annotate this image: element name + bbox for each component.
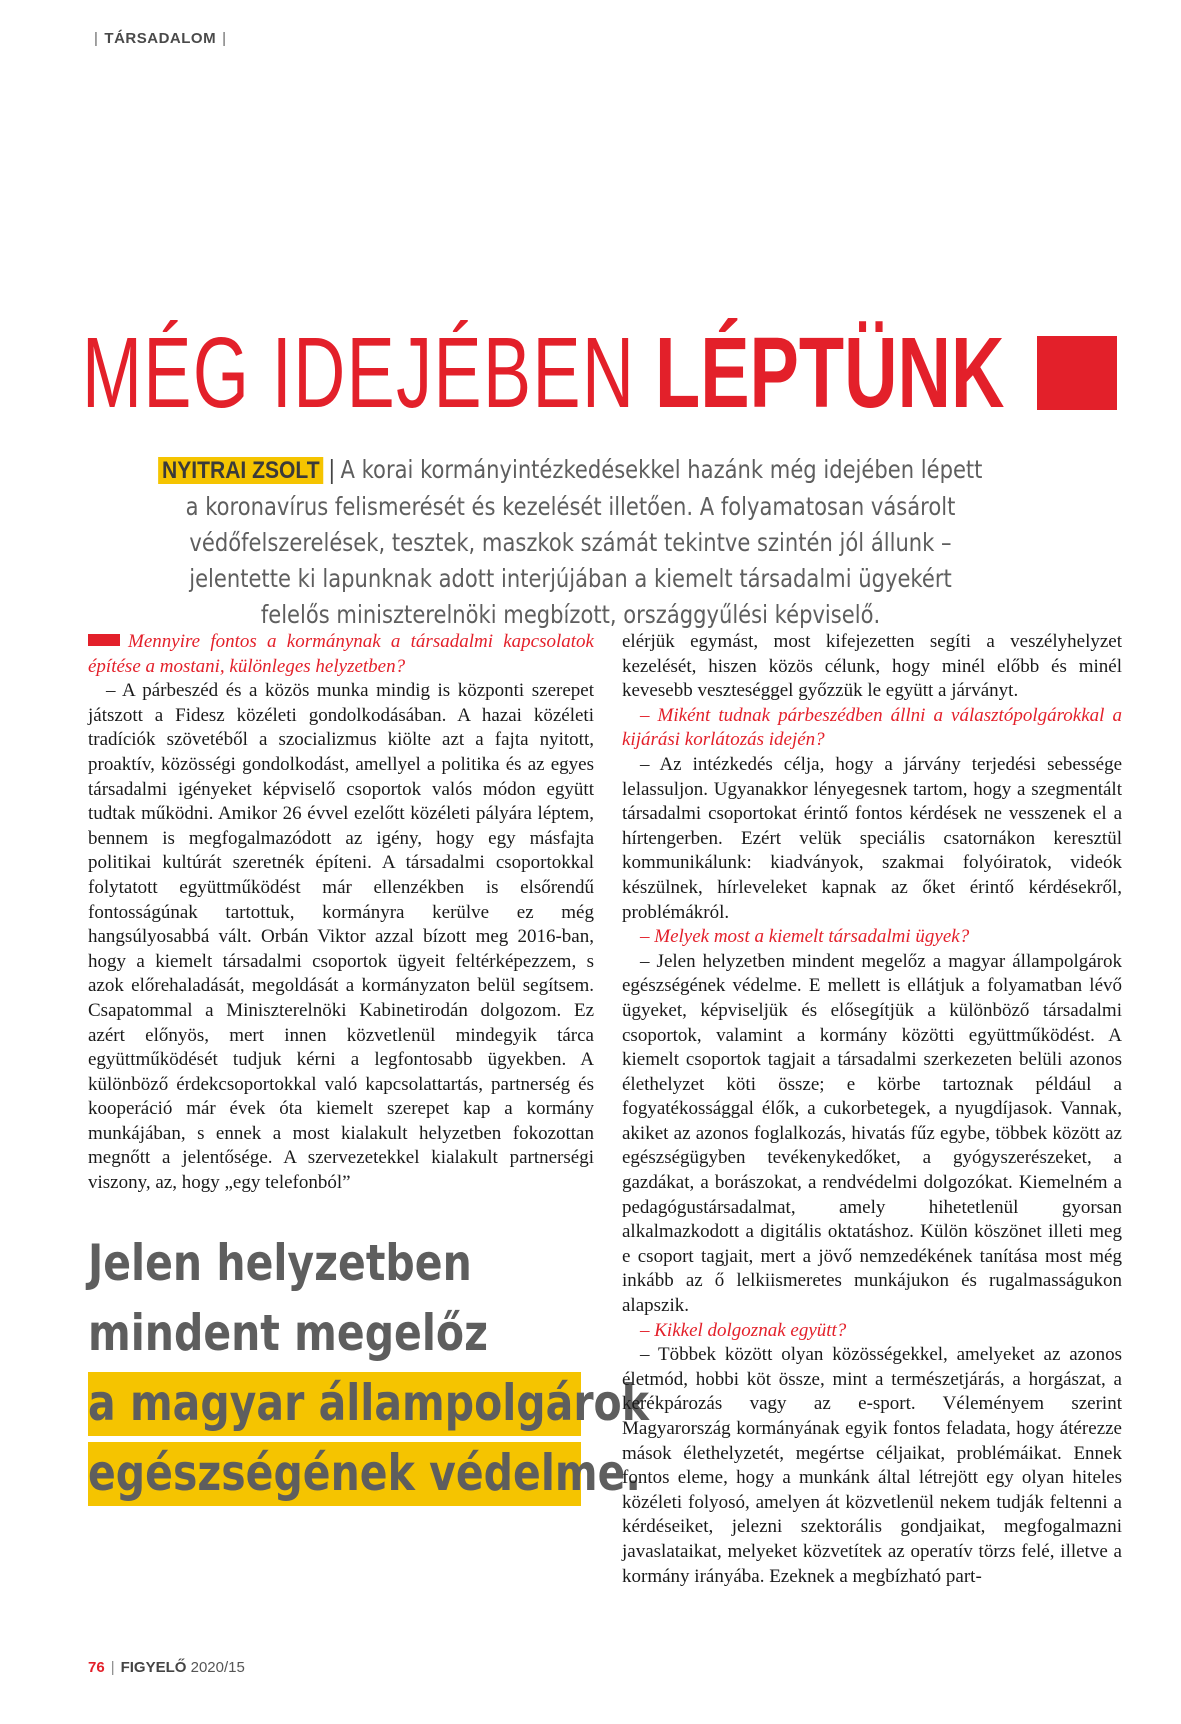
section-tag <box>88 30 232 47</box>
title-light: MÉG IDEJÉBEN <box>82 317 636 429</box>
pull-quote-line: mindent megelőz <box>88 1304 488 1362</box>
author-name: NYITRAI ZSOLT <box>159 457 324 484</box>
pull-quote-line: Jelen helyzetben <box>88 1234 472 1292</box>
lead-paragraph <box>156 452 986 633</box>
question-marker <box>88 634 120 646</box>
question-1 <box>88 630 594 679</box>
answer-3: – Jelen helyzetben mindent megelőz a magyar állampolgárok egészségének védelme. E mellett is ellátjuk a folyamatban lévő ügyeket, képviseljük és elősegítjük a különböző társadalmi csoportok, valamint a kormány közötti együttműködést. A kiemelt csoportok tagjait a társadalmi szerkezeten belüli azonos élethelyzet köti össze; e körbe tartoznak például a fogyatékossággal élők, a cukorbetegek, a nyugdíjasok. Vannak, akiket az azonos foglalkozás, hivatás fűz egybe, többek között az egészségügyben tevékenykedőket, a gyógyszerészeket, a gazdákat, a borászokat, a rendvédelmi dolgozókat. Kiemelném a pedagógustársadalmat, amely hihetetlenül gyorsan alkalmazkodott a digitális oktatáshoz. Külön köszönet illeti meg e csoport tagjait, mert a jövő nemzedékének tanítása most még inkább az ő lelkiismeretes munkájukon és rugalmasságukon alapszik. <box>622 950 1122 1317</box>
magazine-name: FIGYELŐ <box>120 1659 187 1676</box>
lead-text: A korai kormányintézkedésekkel hazánk még idejében lépett a koronavírus felismerését és kezelését illetően. A folyamatosan vásárolt védőfelszerelések, tesztek, maszkok számát tekintve szintén jól állunk – jelentette ki lapunknak adott interjújában a kiemelt társadalmi ügyekért felelős miniszterelnöki megbízott, országgyűlési képviselő. <box>185 455 983 629</box>
page-footer <box>88 1659 245 1676</box>
pull-quote <box>88 1228 649 1508</box>
page-number: 76 <box>88 1659 105 1676</box>
title-red-block <box>1037 336 1117 410</box>
answer-4: – Többek között olyan közösségekkel, amelyeket az azonos életmód, hobbi köt össze, mint a természetjárás, a horgászat, a kerékpározás vagy az e-sport. Véleményem szerint Magyarország kormányának egyik fontos feladata, hogy átérezze mások élethelyzetét, megértse céljaikat, problémáikat. Ennek fontos eleme, hogy a munkánk által létrejött egy olyan hiteles közéleti folyosó, amelyen át közvetlenül nekem tudják feltenni a kérdéseiket, jelezni szektorális gondjaikat, megfogalmazni javaslataikat, melyeket közvetítek az operatív törzs felé, illetve a kormány irányába. Ezeknek a megbízható part- <box>622 1344 1122 1587</box>
right-column <box>622 630 1122 1589</box>
question-2: – Miként tudnak párbeszédben állni a választópolgárokkal a kijárási korlátozás idején? <box>622 704 1122 751</box>
title-bold: LÉPTÜNK <box>655 317 1005 429</box>
answer-1: – A párbeszéd és a közös munka mindig is központi szerepet játszott a Fidesz közéleti gondolkodásában. A hazai közéleti tradíciók szövetéből a szocializmus kiölte azt a fajta nyitott, proaktív, közösségi gondolkodást, amellyel a politika és az egyes társadalmi igényeket képviselő csoportok valós módon együtt tudtak működni. Amikor 26 évvel ezelőtt közéleti pályára léptem, bennem is megfogalmazódott az igény, hogy egy másfajta politikai kultúrát szeretnék építeni. A társadalmi csoportokkal folytatott együttműködést már ellenzékben is elsőrendű fontosságúnak tartottuk, kormányra kerülve ez még hangsúlyosabbá vált. Orbán Viktor azzal bízott meg 2016-ban, hogy a kiemelt társadalmi csoportok ügyeit feltérképezzem, s azok előrehaladását, megoldását a kormányzaton belül segítsem. Csapatommal a Miniszterelnöki Kabinetirodán dolgozom. Ez azért előnyös, mert innen közvetlenül mindegyik tárca együttműködését tudjuk kérni a legfontosabb ügyekben. A különböző érdekcsoportokkal való kapcsolattartás, partnerség és kooperáció már évek óta kiemelt szerepet kap a kormány munkájában, s ennek a most kialakult helyzetben fokozottan megnőtt a jelentősége. A szervezetekkel kialakult partnerségi viszony, az, hogy „egy telefonból” <box>88 680 594 1194</box>
divider: | <box>94 30 99 47</box>
section-label: TÁRSADALOM <box>104 30 217 47</box>
question-4: – Kikkel dolgoznak együtt? <box>640 1319 847 1341</box>
pull-quote-line: egészségének védelme. <box>88 1444 641 1502</box>
question-3: – Melyek most a kiemelt társadalmi ügyek? <box>640 926 970 948</box>
divider: | <box>222 30 227 47</box>
divider: | <box>110 1659 115 1676</box>
issue-number: 2020/15 <box>190 1659 245 1676</box>
answer-2: – Az intézkedés célja, hogy a járvány terjedési sebessége lelassuljon. Ugyanakkor lényegesnek tartom, hogy a szegmentált társadalmi csoportokat érintő fontos kérdések ne vesszenek el a hírtengerben. Ezért velük speciális csatornákon keresztül kommunikálunk: kiadványok, szakmai folyóiratok, videók készülnek, hírleveleket kapnak az őket érintő kérdésekről, problémákról. <box>622 753 1122 923</box>
divider: | <box>328 455 336 484</box>
answer-1-continued: elérjük egymást, most kifejezetten segíti a veszélyhelyzet kezelését, hiszen közös célunk, hogy minél előbb és minél kevesebb veszteséggel győzzük le együtt a járványt. <box>622 631 1122 702</box>
question-1-text: Mennyire fontos a kormánynak a társadalmi kapcsolatok építése a mostani, különleges helyzetben? <box>88 631 594 677</box>
left-column <box>88 630 594 1196</box>
pull-quote-line: a magyar állampolgárok <box>88 1374 649 1432</box>
